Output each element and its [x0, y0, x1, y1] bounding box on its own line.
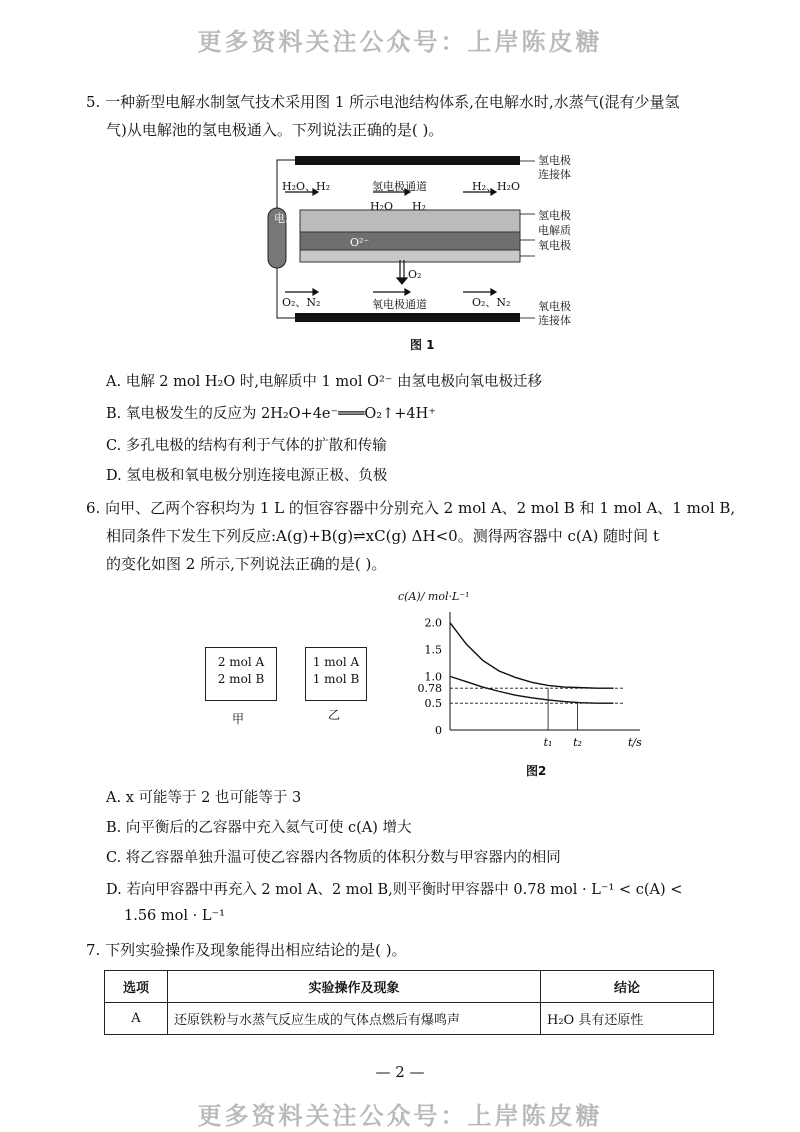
y-tick-label: 2.0	[424, 616, 442, 630]
watermark-top: 更多资料关注公众号：上岸陈皮糖	[197, 28, 603, 56]
container-yi-label: 乙	[328, 708, 341, 722]
o-inlet-label: O₂、N₂	[282, 296, 321, 309]
o-channel-label: 氧电极通道	[372, 298, 427, 311]
container-jia	[205, 647, 277, 701]
q7-stem: 7. 下列实验操作及现象能得出相应结论的是( )。	[86, 941, 407, 959]
q5-option-b: B. 氧电极发生的反应为 2H₂O+4e⁻═══O₂↑+4H⁺	[106, 406, 436, 422]
q5-option-c: C. 多孔电极的结构有利于气体的扩散和传输	[106, 438, 387, 454]
container-jia-line1: 2 mol A	[217, 655, 265, 669]
y-tick-label: 1.0	[424, 670, 442, 684]
q5-stem-line2: 气)从电解池的氢电极通入。下列说法正确的是( )。	[106, 121, 444, 139]
x-tick-label: t₂	[573, 736, 582, 749]
h-outlet-label: H₂、H₂O	[472, 180, 521, 193]
chart-ylabel: c(A)/ mol·L⁻¹	[398, 590, 470, 603]
h2o-label: H₂O	[370, 200, 394, 213]
y-tick-label: 1.5	[424, 643, 442, 657]
table-cell-procedure: 还原铁粉与水蒸气反应生成的气体点燃后有爆鸣声	[168, 1003, 541, 1035]
container-yi-line2: 1 mol B	[312, 672, 360, 686]
series-line-yi	[450, 676, 613, 703]
container-yi-line1: 1 mol A	[312, 655, 360, 669]
o-connector-label-1: 氧电极	[538, 300, 571, 313]
o2-ion-label: O²⁻	[350, 236, 370, 249]
layer-label-o-electrode: 氧电极	[538, 239, 571, 252]
q6-stem-line1: 6. 向甲、乙两个容积均为 1 L 的恒容容器中分别充入 2 mol A、2 mol B 和 1 mol A、1 mol B,	[86, 499, 736, 517]
container-yi	[305, 647, 367, 701]
q5-stem-line1: 5. 一种新型电解水制氢气技术采用图 1 所示电池结构体系,在电解水时,水蒸气(混有少量氢	[86, 93, 680, 111]
watermark-bottom: 更多资料关注公众号：上岸陈皮糖	[197, 1102, 603, 1130]
y-tick-label: 0.78	[417, 682, 442, 696]
o2-out-label: O₂	[408, 268, 422, 281]
table-cell-conclusion: H₂O 具有还原性	[541, 1003, 714, 1035]
q6-stem-line3: 的变化如图 2 所示,下列说法正确的是( )。	[106, 555, 387, 573]
o-outlet-label: O₂、N₂	[472, 296, 511, 309]
x-axis-label: t/s	[628, 736, 642, 749]
x-tick-label: t₁	[543, 736, 553, 749]
hydrogen-electrode-layer	[300, 210, 520, 232]
q6-option-d-line1: D. 若向甲容器中再充入 2 mol A、2 mol B,则平衡时甲容器中 0.78 mol · L⁻¹ < c(A) <	[106, 882, 683, 898]
q6-option-c: C. 将乙容器单独升温可使乙容器内各物质的体积分数与甲容器内的相同	[106, 850, 561, 866]
oxygen-electrode-layer	[300, 250, 520, 262]
table-header-conclusion: 结论	[541, 971, 714, 1003]
layer-label-electrolyte: 电解质	[538, 224, 571, 237]
power-supply-label: 电源	[274, 212, 296, 225]
y-tick-label: 0	[435, 724, 442, 737]
q6-stem-line2: 相同条件下发生下列反应:A(g)+B(g)⇌xC(g) ΔH<0。测得两容器中 c(A) 随时间 t	[106, 527, 659, 545]
table-row	[105, 1003, 714, 1035]
q5-option-d: D. 氢电极和氧电极分别连接电源正极、负极	[106, 468, 388, 484]
q6-option-d-line2: 1.56 mol · L⁻¹	[124, 908, 225, 924]
h2-label: H₂	[412, 200, 427, 213]
h-connector-label-2: 连接体	[538, 168, 571, 181]
table-header-option: 选项	[105, 971, 168, 1003]
q6-option-b: B. 向平衡后的乙容器中充入氦气可使 c(A) 增大	[106, 820, 412, 836]
h-channel-label: 氢电极通道	[372, 180, 427, 193]
table-cell-option: A	[105, 1003, 168, 1035]
o-connector-label-2: 连接体	[538, 314, 571, 327]
table-header-procedure: 实验操作及现象	[168, 971, 541, 1003]
hydrogen-connector-bar	[295, 156, 520, 165]
layer-label-h-electrode: 氢电极	[538, 209, 571, 222]
h-connector-label-1: 氢电极	[538, 154, 571, 167]
q6-option-a: A. x 可能等于 2 也可能等于 3	[106, 790, 302, 806]
table-header-row	[105, 971, 714, 1003]
figure-2-caption: 图2	[526, 764, 547, 778]
q7-table	[104, 970, 714, 1035]
figure-2-chart	[380, 588, 660, 778]
series-line-jia	[450, 623, 613, 688]
container-jia-label: 甲	[232, 712, 245, 726]
q5-option-a: A. 电解 2 mol H₂O 时,电解质中 1 mol O²⁻ 由氢电极向氧电极迁移	[106, 374, 543, 390]
container-jia-line2: 2 mol B	[217, 672, 265, 686]
h-inlet-label: H₂O、H₂	[282, 180, 331, 193]
figure-1-caption: 图 1	[410, 338, 435, 352]
y-tick-label: 0.5	[424, 697, 442, 711]
oxygen-connector-bar	[295, 313, 520, 322]
page-number: — 2 —	[375, 1063, 425, 1081]
electrolyte-layer	[300, 232, 520, 250]
